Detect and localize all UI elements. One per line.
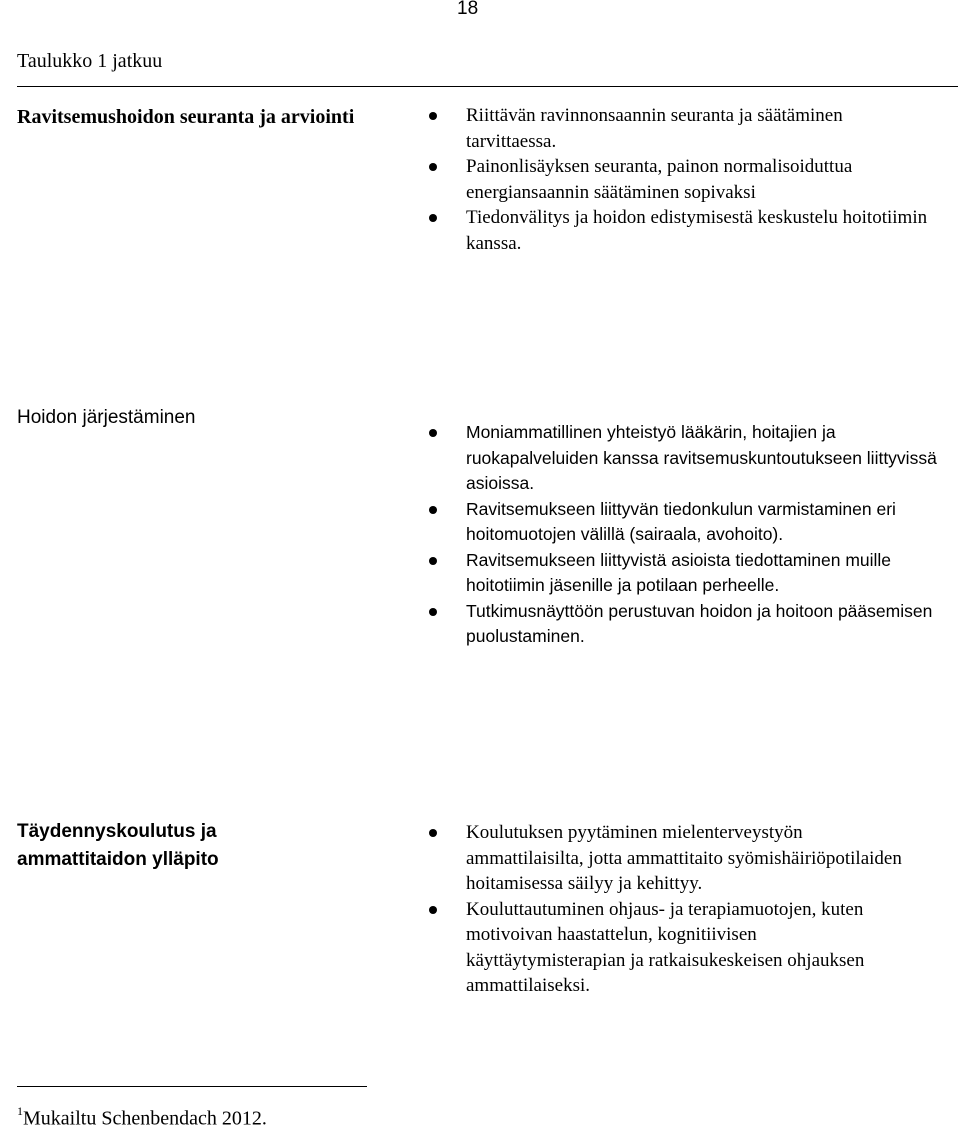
list-item [466,205,936,256]
bullet-icon [429,506,437,514]
list-item [466,820,906,897]
bullet-icon [429,112,437,120]
row-heading-taydennyskoulutus: Täydennyskoulutus ja ammattitaidon ylläpito [17,821,219,870]
footnote [17,1101,267,1131]
row-heading-text: Hoidon järjestäminen [17,407,196,428]
row-list-hoidon-jarjestaminen [466,420,956,650]
footnote-text: Mukailtu Schenbendach 2012. [23,1107,267,1130]
table-caption: Taulukko 1 jatkuu [17,50,163,72]
bullet-icon [429,214,437,222]
bullet-icon [429,429,437,437]
list-item [466,154,936,205]
bullet-icon [429,557,437,565]
footnote-separator [17,1086,367,1087]
footnote-marker: 1 [17,1104,23,1118]
list-item [466,497,956,548]
row-heading-ravitsemushoidon-seuranta: Ravitsemushoidon seuranta ja arviointi [17,106,355,128]
list-item [466,103,936,154]
row-list-ravitsemushoidon-seuranta [466,103,936,256]
list-item [466,599,956,650]
bullet-icon [429,608,437,616]
list-item-text: Painonlisäyksen seuranta, painon normalisoiduttua energiansaannin säätäminen sopivaksi [466,156,853,203]
bullet-icon [429,906,437,914]
row-list-taydennyskoulutus [466,820,906,999]
list-item [466,548,956,599]
list-item-text: Kouluttautuminen ohjaus- ja terapiamuotojen, kuten motivoivan haastattelun, kognitiivisen käyttäytymisterapian ja ratkaisukeskeisen ohjauksen ammattilaiseksi. [466,898,865,996]
list-item-text: Tiedonvälitys ja hoidon edistymisestä keskustelu hoitotiimin kanssa. [466,207,928,254]
page-number: 18 [457,0,479,19]
bullet-icon [429,163,437,171]
list-item-text: Koulutuksen pyytäminen mielenterveystyön ammattilaisilta, jotta ammattitaito syömishäiriöpotilaiden hoitamisessa säilyy ja kehittyy. [466,822,902,894]
list-item-text: Ravitsemukseen liittyvän tiedonkulun varmistaminen eri hoitomuotojen välillä (sairaala, avohoito). [466,498,896,544]
list-item [466,897,906,999]
list-item-text: Moniammatillinen yhteistyö lääkärin, hoitajien ja ruokapalveluiden kanssa ravitsemuskuntoutukseen liittyvissä asioissa. [466,422,937,493]
list-item-text: Ravitsemukseen liittyvistä asioista tiedottaminen muille hoitotiimin jäsenille ja potilaan perheelle. [466,549,892,595]
list-item-text: Tutkimusnäyttöön perustuvan hoidon ja hoitoon pääsemisen puolustaminen. [466,600,933,646]
bullet-icon [429,829,437,837]
table-top-rule [17,86,958,87]
list-item [466,420,956,497]
row-heading-hoidon-jarjestaminen [17,403,397,432]
list-item-text: Riittävän ravinnonsaannin seuranta ja säätäminen tarvittaessa. [466,105,843,152]
